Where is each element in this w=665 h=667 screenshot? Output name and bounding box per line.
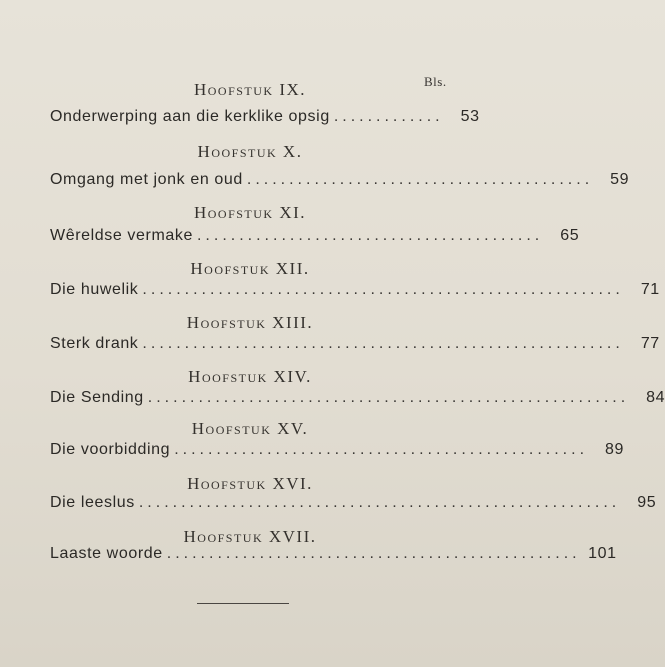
entry-page-number: 65 (560, 227, 580, 244)
entry-title: Sterk drank (50, 335, 139, 352)
toc-entry (50, 335, 660, 353)
entry-title: Die huwelik (50, 281, 139, 298)
entry-page-number: 53 (460, 108, 480, 125)
entry-title: Laaste woorde (50, 545, 163, 562)
dot-leader: ......................................... (196, 227, 544, 244)
dot-leader: ......................................................... (147, 389, 630, 406)
entry-title: Omgang met jonk en oud (50, 171, 243, 188)
toc-entry (50, 494, 657, 512)
entry-title: Onderwerping aan die kerklike opsig (50, 108, 330, 125)
toc-entry (50, 441, 625, 459)
chapter-heading: Hoofstuk XIV. (188, 367, 312, 386)
toc-entry (50, 108, 480, 126)
page-column-label: Bls. (424, 74, 447, 89)
dot-leader: ................................................. (166, 545, 581, 562)
entry-title: Die leeslus (50, 494, 135, 511)
dot-leader: ................................................. (174, 441, 589, 458)
toc-entry (50, 389, 665, 407)
chapter-heading: Hoofstuk XV. (191, 419, 309, 438)
dot-leader: ............. (333, 108, 444, 125)
chapter-heading: Hoofstuk X. (197, 142, 303, 161)
chapter-heading: Hoofstuk IX. (193, 80, 307, 99)
chapter-heading: Hoofstuk XVI. (187, 474, 313, 493)
dot-leader: ......................................................... (138, 494, 621, 511)
entry-title: Die Sending (50, 389, 144, 406)
chapter-heading: Hoofstuk XIII. (186, 313, 314, 332)
entry-page-number: 77 (640, 335, 660, 352)
entry-title: Die voorbidding (50, 441, 171, 458)
dot-leader: ......................................................... (142, 335, 624, 352)
entry-page-number: 95 (637, 494, 657, 511)
chapter-heading: Hoofstuk XI. (193, 203, 307, 222)
entry-page-number: 59 (610, 171, 630, 188)
toc-entry (50, 545, 617, 563)
closing-rule (197, 603, 289, 604)
toc-entry (50, 171, 630, 189)
chapter-heading: Hoofstuk XVII. (183, 527, 317, 546)
toc-entry (50, 281, 660, 299)
entry-page-number: 84 (646, 389, 665, 406)
entry-title: Wêreldse vermake (50, 227, 193, 244)
toc-entry (50, 227, 580, 245)
dot-leader: ......................................................... (142, 281, 624, 298)
entry-page-number: 89 (605, 441, 625, 458)
dot-leader: ......................................... (246, 171, 594, 188)
chapter-heading: Hoofstuk XII. (190, 259, 310, 278)
entry-page-number: 101 (588, 545, 617, 562)
entry-page-number: 71 (640, 281, 660, 298)
